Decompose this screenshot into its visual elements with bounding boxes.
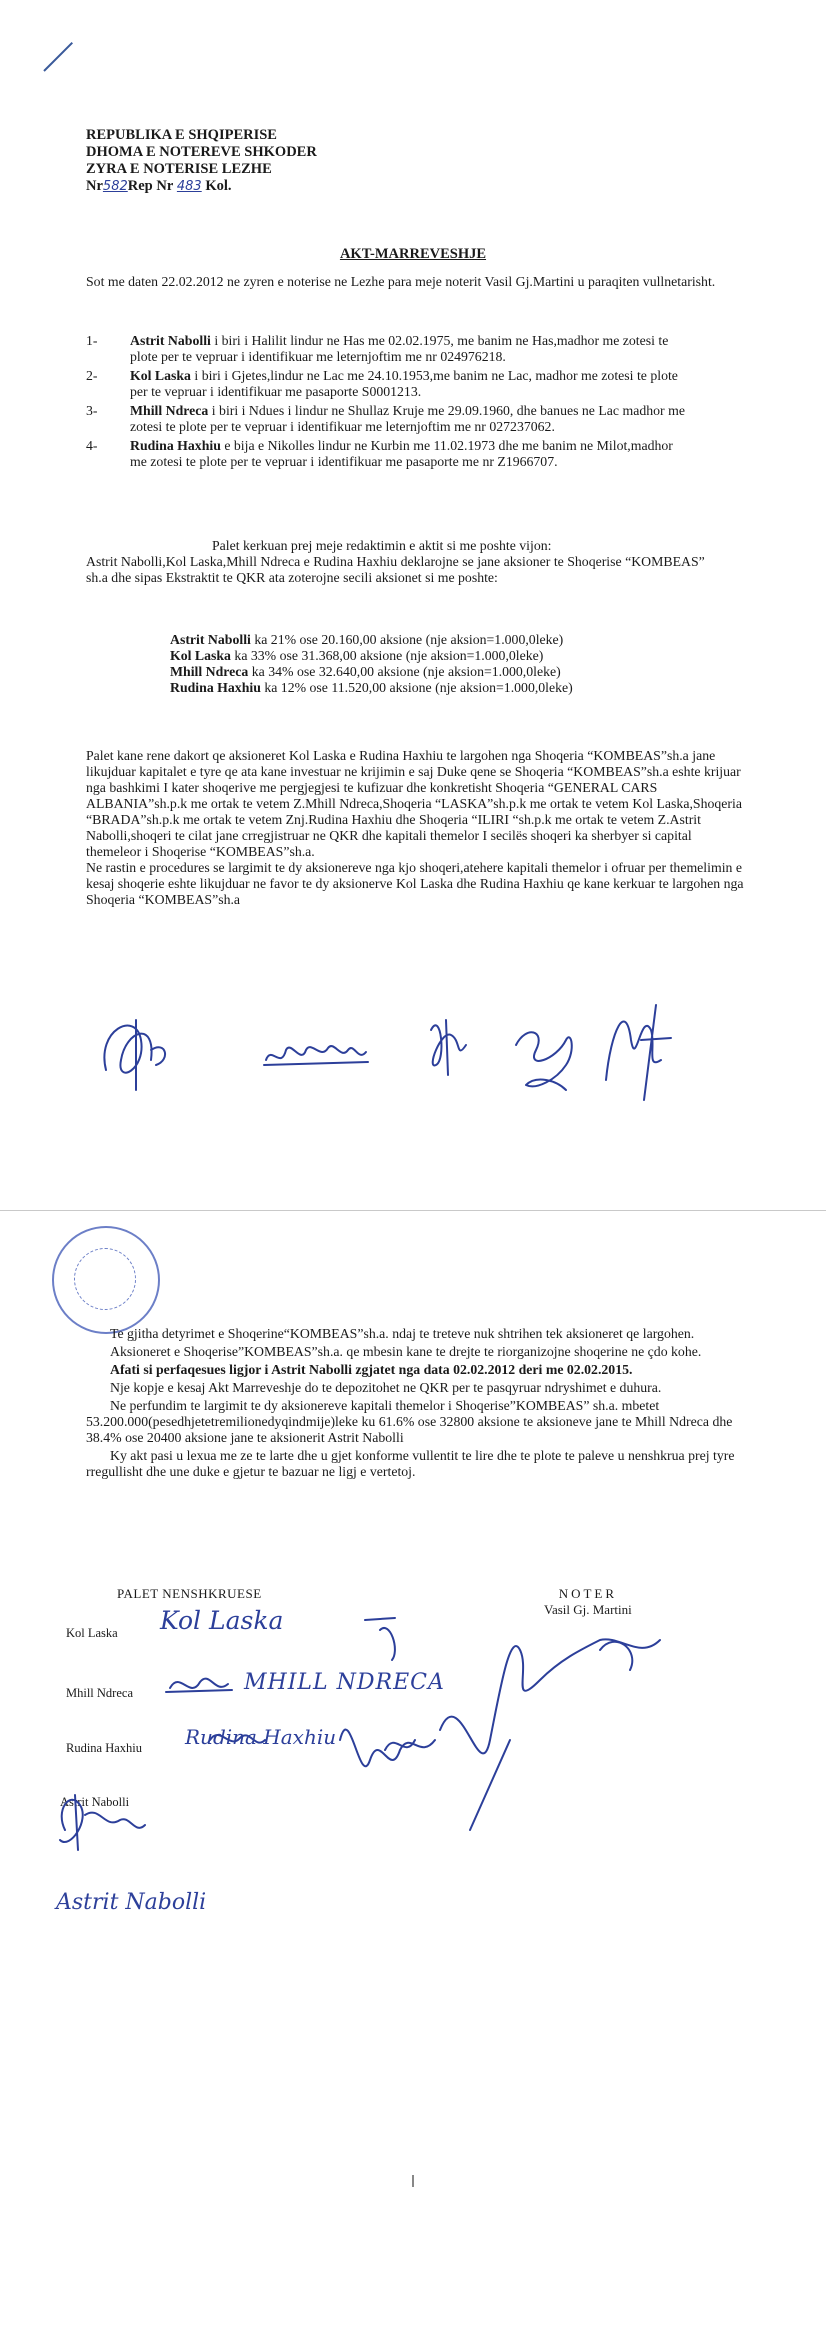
party-item — [86, 403, 686, 435]
party-number: 4- — [86, 438, 98, 453]
signer-label: Mhill Ndreca — [66, 1686, 133, 1700]
pen-mark — [43, 42, 73, 72]
shareholder-name: Mhill Ndreca — [170, 664, 249, 679]
page-two-signatures — [40, 1590, 780, 1890]
body-paragraph: Te gjitha detyrimet e Shoqerine“KOMBEAS”sh.a. ndaj te treteve nuk shtrihen tek aksioneret qe largohen. — [110, 1326, 695, 1341]
party-details: i biri i Halilit lindur ne Has me 02.02.1975, me banim ne Has,madhor me zotesi te plote per te vepruar i identifikuar me leternjoftim me nr 024976218. — [130, 333, 669, 364]
party-number: 2- — [86, 368, 98, 383]
signature-mark — [210, 1735, 415, 1750]
header-reference — [86, 178, 317, 195]
page-one-signatures — [96, 990, 756, 1110]
document-header — [86, 127, 317, 195]
party-item — [86, 368, 686, 400]
party-name: Rudina Haxhiu — [130, 438, 221, 453]
party-name: Kol Laska — [130, 368, 191, 383]
notary-title: NOTER — [558, 1586, 618, 1601]
shareholder-name: Astrit Nabolli — [170, 632, 251, 647]
body-paragraph: Aksioneret e Shoqerise”KOMBEAS”sh.a. qe mbesin kane te drejte te riorganizojne shoqerine ne çdo kohe. — [110, 1344, 702, 1359]
notary-name: Vasil Gj. Martini — [544, 1602, 632, 1617]
party-details: i biri i Ndues i lindur ne Shullaz Kruje me 29.09.1960, dhe banues ne Lac madhor me zotesi te plote per te vepruar i identifikuar me leternjoftim me nr 027237062. — [130, 403, 685, 434]
body-paragraph: Nje kopje e kesaj Akt Marreveshje do te depozitohet ne QKR per te pasqyruar ndryshimet e duhura. — [110, 1380, 662, 1395]
party-name: Astrit Nabolli — [130, 333, 211, 348]
kol-label: Kol. — [205, 178, 232, 194]
document-title: AKT-MARREVESHJE — [339, 246, 487, 262]
signature-mark — [606, 1005, 671, 1100]
signature-mark — [104, 1020, 165, 1090]
signature-mark — [516, 1032, 572, 1090]
body-paragraph: Afati si perfaqesues ligjor i Astrit Nabolli zgjatet nga data 02.02.2012 deri me 02.02.2015. — [110, 1362, 633, 1377]
share-row — [170, 664, 573, 680]
header-chamber: DHOMA E NOTEREVE SHKODER — [86, 144, 317, 160]
share-details: ka 21% ose 20.160,00 aksione (nje aksion=1.000,0leke) — [250, 632, 564, 647]
share-details: ka 34% ose 32.640,00 aksione (nje aksion=1.000,0leke) — [248, 664, 561, 679]
party-number: 1- — [86, 333, 98, 348]
rep-value: 483 — [176, 179, 202, 194]
body-paragraph: Ne perfundim te largimit te dy aksionereve kapitali themelor i Shoqerise”KOMBEAS” sh.a. mbetet 53.200.000(pesedhjetetremilionedyqindmije)leke ku 61.6% ose 32800 aksione te aksioneve jane te Mhill Ndreca dhe 38.4% ose 20400 aksione jane te aksionerit Astrit Nabolli — [86, 1398, 733, 1445]
requests-paragraph — [86, 538, 726, 586]
signature-mark — [431, 1020, 466, 1075]
party-name: Mhill Ndreca — [130, 403, 209, 418]
parties-list — [86, 333, 686, 473]
signing-parties-label: PALET NENSHKRUESE — [117, 1586, 262, 1601]
share-details: ka 12% ose 11.520,00 aksione (nje aksion=1.000,0leke) — [260, 680, 573, 695]
requests-lead: Palet kerkuan prej meje redaktimin e aktit si me poshte vijon: — [212, 538, 552, 553]
requests-text: Astrit Nabolli,Kol Laska,Mhill Ndreca e Rudina Haxhiu deklarojne se jane aksioner te Shoqerise “KOMBEAS” sh.a dhe sipas Ekstraktit te QKR ata zoterojne secili aksionet si me poshte: — [86, 554, 705, 585]
share-row — [170, 648, 573, 664]
share-row — [170, 632, 573, 648]
shareholder-name: Rudina Haxhiu — [170, 680, 261, 695]
rep-label: Rep Nr — [127, 178, 174, 194]
handwritten-name: Rudina Haxhiu — [185, 1725, 337, 1749]
signer-label: Kol Laska — [66, 1626, 118, 1640]
notary-stamp — [52, 1226, 160, 1334]
party-details: e bija e Nikolles lindur ne Kurbin me 11.02.1973 dhe me banim ne Milot,madhor me zotesi te plote per te vepruar i identifikuar me pasaporte me nr Z1966707. — [130, 438, 673, 469]
signature-mark — [166, 1679, 232, 1692]
handwritten-name: Kol Laska — [160, 1606, 284, 1635]
agreement-body — [86, 748, 746, 908]
signature-mark — [264, 1046, 368, 1065]
share-row — [170, 680, 573, 696]
body-paragraph: Ky akt pasi u lexua me ze te larte dhe u gjet konforme vullentit te lire dhe te plote te paleve u nenshkrua prej tyre rregullisht dhe une duke e gjetur te bazuar ne ligj e vertetoj. — [86, 1448, 735, 1479]
share-details: ka 33% ose 31.368,00 aksione (nje aksion=1.000,0leke) — [230, 648, 544, 663]
signature-mark — [340, 1639, 660, 1830]
handwritten-name: Astrit Nabolli — [56, 1890, 207, 1915]
page-mark — [412, 2175, 414, 2187]
party-details: i biri i Gjetes,lindur ne Lac me 24.10.1953,me banim ne Lac, madhor me zotesi te plote per te vepruar i identifikuar me pasaporte S0001213. — [130, 368, 678, 399]
signature-mark — [365, 1618, 395, 1660]
party-number: 3- — [86, 403, 98, 418]
nr-label: Nr — [86, 178, 103, 194]
signer-label: Astrit Nabolli — [60, 1795, 130, 1809]
agreement-paragraph: Palet kane rene dakort qe aksioneret Kol Laska e Rudina Haxhiu te largohen nga Shoqeria “KOMBEAS”sh.a jane likujduar kapitalet e tyre qe ata kane investuar ne krijimin e saj Duke qene se Shoqeria “KOMBEAS”sh.a eshte krijuar nga bashkimi I kater shoqerive me pergjegjesi te kufizuar dhe konkretisht Shoqeria “GENERAL CARS ALBANIA”sh.p.k me ortak te vetem Z.Mhill Ndreca,Shoqeria “LASKA”sh.p.k me ortak te vetem Kol Laska,Shoqeria “BRADA”sh.p.k me ortak te vetem Znj.Rudina Haxhiu dhe Shoqeria “ILIRI “sh.p.k me ortak te vetem Z.Astrit Nabolli,shoqeri te cilat jane crregjistruar ne QKR dhe kapitali themelor I secilës shoqeri ka sherbyer si capital themeleor i Shoqerise “KOMBEAS”sh.a. — [86, 748, 742, 859]
signer-label: Rudina Haxhiu — [66, 1741, 143, 1755]
signature-mark — [60, 1795, 145, 1850]
nr-value: 582 — [102, 179, 128, 194]
shares-list — [170, 632, 573, 696]
procedure-paragraph: Ne rastin e procedures se largimit te dy aksionereve nga kjo shoqeri,atehere kapitali themelor i ofruar per themelimin e kesaj shoqerie eshte likujduar ne favor te dy aksionerve Kol Laska dhe Rudina Haxhiu qe kane kerkuar te largohen nga Shoqeria “KOMBEAS”sh.a — [86, 860, 744, 907]
party-item — [86, 333, 686, 365]
shareholder-name: Kol Laska — [170, 648, 231, 663]
intro-paragraph: Sot me daten 22.02.2012 ne zyren e noterise ne Lezhe para meje noterit Vasil Gj.Martini u paraqiten vullnetarisht. — [86, 274, 716, 289]
header-office: ZYRA E NOTERISE LEZHE — [86, 161, 272, 177]
party-item — [86, 438, 686, 470]
closing-body — [86, 1326, 746, 1482]
header-republic: REPUBLIKA E SHQIPERISE — [86, 127, 277, 143]
handwritten-name: MHILL NDRECA — [244, 1670, 445, 1695]
